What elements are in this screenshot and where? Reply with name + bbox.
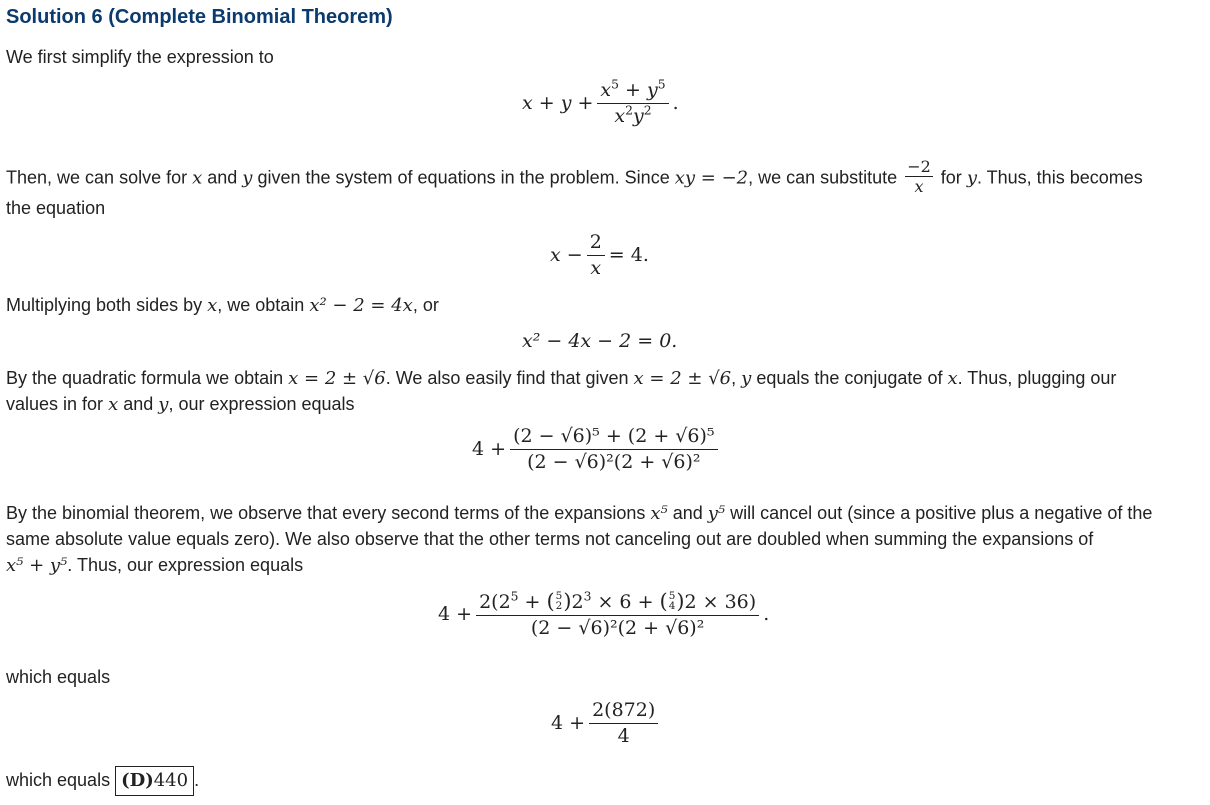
fraction: $\frac{x^5 + y^5}{x^2y^2}$ [597, 80, 668, 127]
expression-simplified: x + y + $\frac{x^5 + y^5}{x^2y^2}$ . [522, 77, 679, 127]
expression-binomial-expansion: 4 + $2(2^5$ + ( 5 2 ) $2^3 \times 6$ + ( 5 4 ) 2 × 36) (2 − √6)²(2 + √6)² . [438, 589, 770, 639]
paragraph-substitution-line2: the equation [6, 198, 106, 218]
final-answer-line: which equals (D)440 . [6, 766, 199, 796]
expression-conjugates: 4 + $\frac{\text{(2 − √6)⁵ + (2 + √6)⁵}}{\text{(2 − √6)²(2 + √6)²}}$ [472, 426, 722, 473]
binomial-coefficient: ( 5 2 ) [546, 589, 572, 613]
paragraph-binomial-line2: same absolute value equals zero). We also observe that the other terms not canceling out are doubled when summing the expansions of [6, 529, 1094, 549]
solution-heading: Solution 6 (Complete Binomial Theorem) [6, 6, 393, 28]
paragraph-binomial-line3: x⁵ + y⁵. Thus, our expression equals [6, 555, 304, 576]
inline-fraction: $\frac{-2}{x}$ [907, 157, 931, 196]
paragraph-quadratic-line2: values in for x and y, our expression equals [6, 394, 355, 415]
paragraph-multiply: Multiplying both sides by x, we obtain x² − 2 = 4x, or [6, 295, 439, 316]
equation-x-minus-2-over-x: x − $\frac{2}{x}$ = 4. [550, 231, 649, 279]
intro-text: We first simplify the expression to [6, 47, 274, 67]
binomial-coefficient: ( 5 4 ) [659, 589, 685, 613]
quadratic-equation: x² − 4x − 2 = 0. [522, 330, 678, 352]
answer-box: (D)440 [115, 766, 194, 796]
paragraph-substitution: Then, we can solve for x and y given the system of equations in the problem. Since xy = −2, we can substitute $\frac{-2}{x}$ for y. Thus, this becomes [6, 157, 1143, 196]
paragraph-quadratic: By the quadratic formula we obtain x = 2 ± √6. We also easily find that given x = 2 ± √6, y equals the conjugate of x. Thus, plugging our [6, 368, 1117, 389]
paragraph-binomial: By the binomial theorem, we observe that every second terms of the expansions x⁵ and y⁵ will cancel out (since a positive plus a negative of the [6, 503, 1153, 524]
which-equals-text: which equals [6, 667, 111, 687]
expression-final-fraction: 4 + $\frac{2(872)}{4}$ [551, 700, 662, 747]
